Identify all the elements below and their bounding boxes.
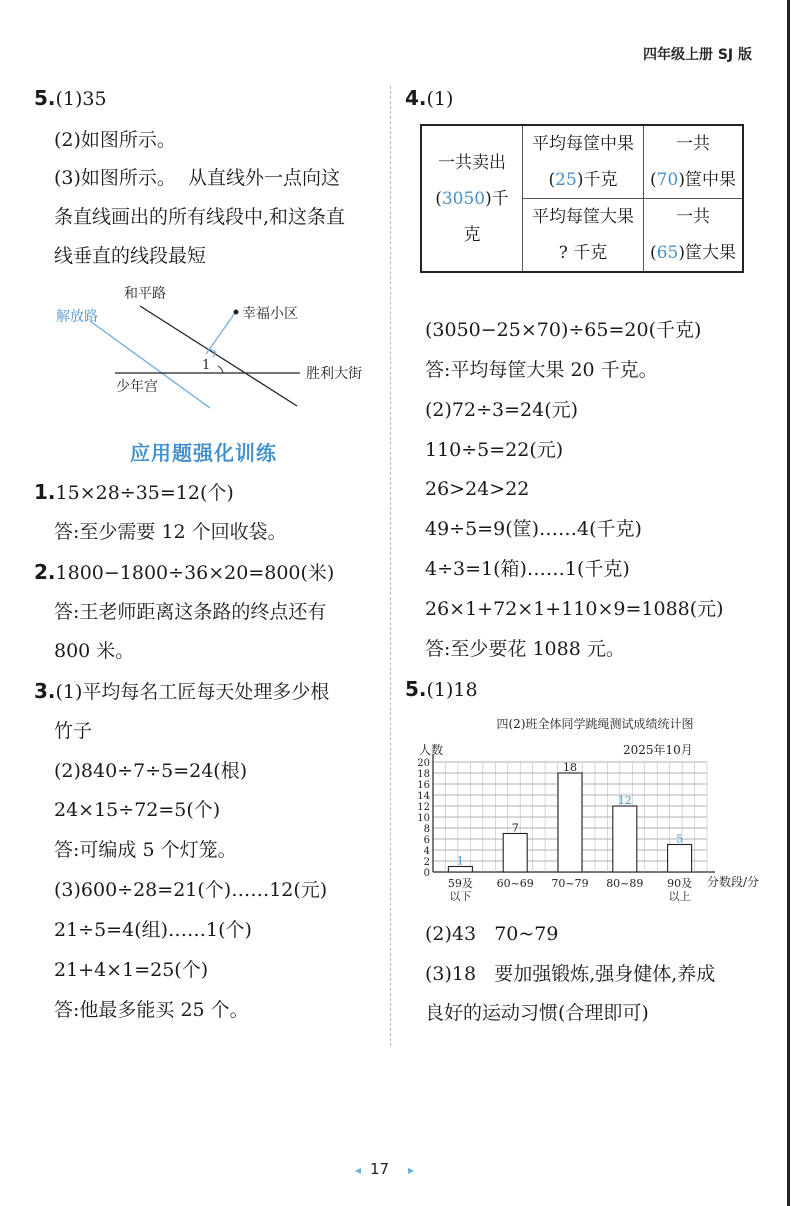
left-q2-answer2: 800 米。	[54, 640, 135, 662]
right-q4-answer2: 答:至少要花 1088 元。	[425, 638, 625, 660]
angle-arc	[218, 366, 223, 373]
y-tick-label: 6	[423, 835, 430, 846]
avg-large-cell: 平均每筐大果 ? 千克	[523, 199, 644, 273]
total-large-cell: 一共 (65)筐大果	[644, 199, 744, 273]
chart-ylabel: 人数	[419, 743, 444, 757]
right-q5-line1: 5.(1)18	[405, 677, 478, 701]
bar-value-label: 1	[456, 854, 464, 868]
left-q5-line1: 5.(1)35	[34, 86, 107, 110]
left-q3-line9: 答:他最多能买 25 个。	[54, 999, 249, 1021]
left-q5-part3-line2: 条直线画出的所有线段中,和这条直	[54, 206, 346, 228]
bar	[503, 834, 527, 873]
right-q4-line7: 4÷3=1(箱)……1(千克)	[425, 558, 630, 580]
xingfu-label: 幸福小区	[242, 306, 298, 322]
left-q3-line5: 答:可编成 5 个灯笼。	[54, 839, 237, 861]
left-q2-answer1: 答:王老师距离这条路的终点还有	[54, 601, 327, 623]
left-q3-line1: 3.(1)平均每名工匠每天处理多少根	[34, 679, 330, 703]
question-number: 5.	[34, 86, 56, 110]
x-tick-label: 60~69	[496, 877, 534, 890]
question-number: 5.	[405, 677, 427, 701]
right-q4-line8: 26×1+72×1+110×9=1088(元)	[425, 598, 724, 620]
bar-value-label: 7	[511, 821, 519, 835]
bar-value-label: 5	[676, 832, 684, 846]
prev-page-icon: ◂	[355, 1163, 362, 1177]
right-q4-line6: 49÷5=9(筐)……4(千克)	[425, 518, 642, 540]
y-tick-label: 0	[423, 868, 430, 879]
left-q5-part2: (2)如图所示。	[54, 129, 176, 151]
y-tick-label: 14	[417, 791, 430, 802]
bar	[668, 845, 692, 873]
right-q4-line4: 110÷5=22(元)	[425, 439, 564, 461]
x-tick-label: 80~89	[606, 877, 644, 890]
left-q5-part3-line1: (3)如图所示。 从直线外一点向这	[54, 167, 340, 189]
next-page-icon: ▸	[408, 1163, 415, 1177]
left-q1-answer: 答:至少需要 12 个回收袋。	[54, 521, 287, 543]
question-number: 1.	[34, 480, 56, 504]
total-medium-cell: 一共 (70)筐中果	[644, 125, 744, 199]
right-q4-line1: 4.(1)	[405, 86, 454, 110]
column-divider	[390, 86, 391, 1046]
right-q5-part2: (2)43 70~79	[425, 923, 559, 945]
shengli-street-label: 胜利大街	[306, 366, 362, 382]
bar	[613, 806, 637, 872]
fruit-analysis-table	[420, 124, 744, 273]
angle-1-label: 1	[202, 358, 211, 373]
right-q5-part3-line2: 良好的运动习惯(合理即可)	[425, 1002, 649, 1024]
x-tick-label: 70~79	[551, 877, 589, 890]
total-sold-cell: 一共卖出 (3050)千克	[421, 125, 523, 272]
x-tick-label: 90及	[667, 877, 693, 890]
heping-road-label: 和平路	[124, 286, 166, 302]
left-q1-line1: 1.15×28÷35=12(个)	[34, 480, 234, 504]
right-q5-part3-line1: (3)18 要加强锻炼,强身健体,养成	[425, 963, 716, 985]
page-edge	[787, 0, 790, 1206]
y-tick-label: 12	[417, 802, 430, 813]
left-q2-line1: 2.1800−1800÷36×20=800(米)	[34, 560, 335, 584]
right-q4-part2: (2)72÷3=24(元)	[425, 399, 579, 421]
chart-title: 四(2)班全体同学跳绳测试成绩统计图	[496, 717, 694, 731]
xingfu-point	[234, 310, 239, 315]
left-q3-line6: (3)600÷28=21(个)……12(元)	[54, 879, 328, 901]
page-number: 17	[370, 1160, 390, 1178]
left-q3-line7: 21÷5=4(组)……1(个)	[54, 919, 252, 941]
x-tick-label: 59及	[447, 877, 473, 890]
perpendicular-segment	[206, 313, 235, 354]
jump-rope-chart	[405, 710, 785, 910]
road-diagram	[40, 276, 390, 416]
bar-value-label: 12	[617, 794, 632, 807]
y-tick-label: 10	[417, 813, 430, 824]
question-number: 3.	[34, 679, 56, 703]
right-q4-line5: 26>24>22	[425, 478, 530, 500]
left-q5-part3-line3: 线垂直的线段最短	[54, 245, 207, 267]
y-tick-label: 8	[423, 824, 430, 835]
left-q3-line2: 竹子	[54, 720, 93, 742]
y-tick-label: 2	[423, 857, 430, 868]
left-q3-line8: 21+4×1=25(个)	[54, 959, 209, 981]
bar	[558, 773, 582, 872]
bar-value-label: 18	[563, 761, 577, 774]
y-tick-label: 20	[417, 758, 430, 769]
shaonian-palace-label: 少年宫	[116, 379, 158, 395]
x-tick-label: 以上	[668, 890, 691, 903]
right-q4-line-calc: (3050−25×70)÷65=20(千克)	[425, 319, 702, 341]
x-tick-label: 以下	[449, 890, 472, 903]
left-q3-line4: 24×15÷72=5(个)	[54, 799, 221, 821]
avg-medium-cell: 平均每筐中果 (25)千克	[523, 125, 644, 199]
section-title: 应用题强化训练	[130, 441, 277, 465]
chart-xlabel: 分数段/分	[707, 875, 760, 889]
y-tick-label: 16	[417, 780, 430, 791]
left-q3-line3: (2)840÷7÷5=24(根)	[54, 760, 248, 782]
y-tick-label: 18	[417, 769, 430, 780]
chart-date: 2025年10月	[623, 743, 693, 757]
right-q4-answer1: 答:平均每筐大果 20 千克。	[425, 359, 658, 381]
question-number: 2.	[34, 560, 56, 584]
grade-tag: 四年级上册 SJ 版	[642, 47, 752, 63]
y-tick-label: 4	[423, 846, 430, 857]
jiefang-road-label: 解放路	[56, 309, 98, 325]
question-number: 4.	[405, 86, 427, 110]
